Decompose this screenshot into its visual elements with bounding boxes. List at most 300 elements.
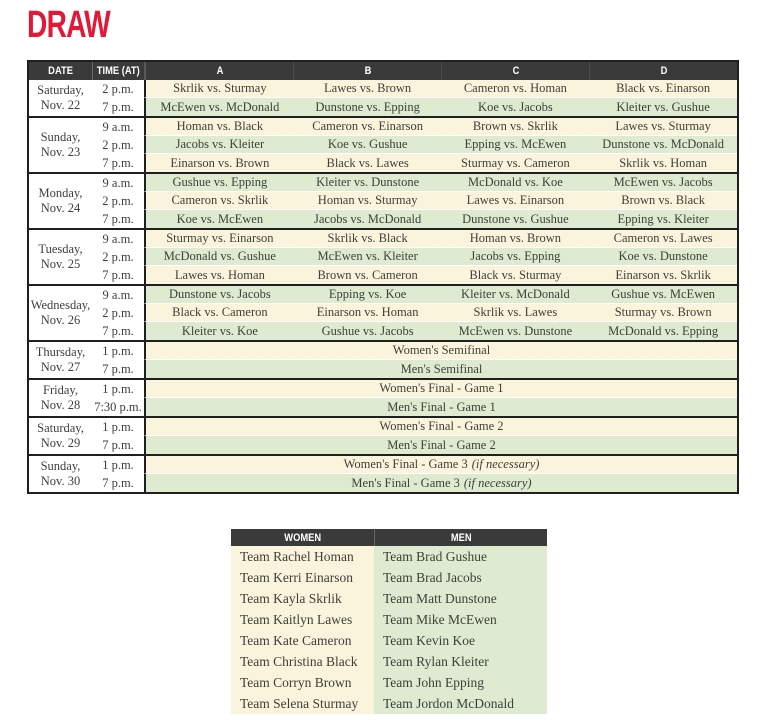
event-cell [146,456,737,473]
sheet-column-headers [144,62,737,80]
draw-row [92,418,737,436]
game-cell [146,266,294,284]
draw-row [92,456,737,474]
matchup-label: McDonald vs. Epping [608,323,719,338]
game-cell [589,80,737,97]
games-strip [144,380,737,398]
game-cell [146,210,294,228]
matchup-label: Epping vs. Koe [328,287,407,301]
game-cell [589,248,737,265]
event-cell [146,360,737,378]
draw-group [29,340,737,378]
team-cell [374,651,547,672]
draw-group-rows [92,174,737,228]
matchup-label: Black vs. Cameron [172,305,268,319]
matchup-label: Jacobs vs. McDonald [313,211,422,226]
time-label: 1 p.m. [102,419,134,434]
matchup-label: Brown vs. Cameron [317,267,418,282]
matchup-label: McEwen vs. Jacobs [613,175,713,189]
game-cell [294,322,442,340]
time-label: 2 p.m. [102,137,134,152]
draw-row [92,80,737,98]
games-strip [144,436,737,454]
sheet-header-label: C [512,65,519,77]
draw-row [92,286,737,304]
draw-row [92,380,737,398]
event-label: Men's Semifinal [400,361,483,376]
event-note: (if necessary) [463,475,532,490]
games-strip [144,154,737,172]
game-cell [589,192,737,209]
date-cell [29,456,92,492]
matchup-label: Einarson vs. Skrlik [615,267,711,282]
team-name: Team Rylan Kleiter [383,653,489,669]
date-line: Monday, [38,186,83,200]
draw-row [92,342,737,360]
game-cell [442,174,590,191]
draw-row [92,118,737,136]
matchup-label: Dunstone vs. Epping [315,99,420,114]
team-cell [231,609,374,630]
draw-table-body [29,80,737,492]
matchup-label: Dunstone vs. Gushue [462,211,569,226]
event-cell [146,342,737,359]
time-cell [92,80,144,98]
game-cell [442,210,590,228]
matchup-label: Black vs. Einarson [616,81,711,95]
games-strip [144,474,737,492]
draw-row [92,266,737,284]
draw-group-rows [92,418,737,454]
matchup-label: McEwen vs. Kleiter [317,249,418,263]
event-label: Women's Final - Game 2 [379,419,504,433]
team-cell [231,693,374,714]
time-cell [92,174,144,192]
event-label: Women's Final - Game 1 [379,381,504,395]
game-cell [589,230,737,247]
team-name: Team Kerri Einarson [240,569,354,585]
games-strip [144,322,737,340]
time-cell [92,192,144,210]
date-cell [29,230,92,284]
matchup-label: Cameron vs. Skrlik [171,193,269,207]
draw-group [29,284,737,340]
matchup-label: Cameron vs. Einarson [312,119,423,133]
time-cell [92,342,144,360]
game-cell [589,154,737,172]
matchup-label: Epping vs. Kleiter [617,211,709,226]
draw-group [29,228,737,284]
time-cell [92,98,144,116]
team-cell [374,588,547,609]
matchup-label: Gushue vs. Epping [172,175,268,189]
matchup-label: Sturmay vs. Brown [614,305,712,319]
game-cell [294,154,442,172]
time-label: 9 a.m. [102,119,134,134]
draw-group [29,454,737,492]
matchup-label: Jacobs vs. Kleiter [175,137,265,151]
matchup-label: Dunstone vs. McDonald [602,137,725,151]
teams-table-header [231,529,547,546]
matchup-label: Einarson vs. Brown [170,155,270,170]
draw-row [92,322,737,340]
draw-row [92,304,737,322]
game-cell [442,248,590,265]
matchup-label: Koe vs. Gushue [327,137,408,151]
time-cell [92,360,144,378]
date-cell [29,286,92,340]
games-strip [144,136,737,154]
games-strip [144,266,737,284]
game-cell [146,154,294,172]
matchup-label: Skrlik vs. Lawes [473,305,558,319]
games-strip [144,304,737,322]
time-cell [92,136,144,154]
matchup-label: Kleiter vs. Gushue [616,99,710,114]
time-label: 2 p.m. [102,193,134,208]
page-title: DRAW [27,4,110,46]
matchup-label: Black vs. Lawes [326,155,409,170]
games-strip [144,174,737,192]
time-label: 2 p.m. [102,249,134,264]
sheet-header-label: A [216,65,223,77]
games-strip [144,360,737,378]
game-cell [146,322,294,340]
time-label: 7:30 p.m. [94,399,142,414]
draw-group [29,172,737,228]
matchup-label: Lawes vs. Einarson [466,193,565,207]
games-strip [144,248,737,266]
games-strip [144,456,737,474]
game-cell [146,98,294,116]
time-label: 9 a.m. [102,287,134,302]
matchup-label: Skrlik vs. Black [327,231,408,245]
game-cell [589,322,737,340]
draw-group-rows [92,380,737,416]
event-cell [146,474,737,492]
games-strip [144,80,737,98]
date-line: Tuesday, [38,242,83,256]
men-column-header: MEN [374,529,547,546]
date-cell [29,118,92,172]
draw-row [92,136,737,154]
draw-row [92,192,737,210]
time-cell [92,380,144,398]
game-cell [294,230,442,247]
game-cell [146,80,294,97]
game-cell [442,230,590,247]
draw-group-rows [92,230,737,284]
sheet-header-c [441,62,589,80]
time-cell [92,286,144,304]
games-strip [144,398,737,416]
team-name: Team Corryn Brown [240,674,352,690]
game-cell [589,174,737,191]
team-cell [231,567,374,588]
time-label: 7 p.m. [102,437,134,452]
draw-group [29,116,737,172]
event-label: Men's Final - Game 1 [387,399,496,414]
draw-group-rows [92,118,737,172]
matchup-label: Sturmay vs. Cameron [461,155,570,170]
team-cell [374,567,547,588]
games-strip [144,418,737,436]
matchup-label: McEwen vs. Dunstone [458,323,573,338]
games-strip [144,192,737,210]
time-cell [92,154,144,172]
event-cell [146,380,737,397]
game-cell [294,192,442,209]
draw-row [92,360,737,378]
game-cell [146,174,294,191]
game-cell [442,98,590,116]
game-cell [294,304,442,321]
date-column-header: DATE [48,65,73,77]
game-cell [442,154,590,172]
event-label: Men's Final - Game 2 [387,437,496,452]
game-cell [442,118,590,135]
game-cell [589,210,737,228]
draw-row [92,174,737,192]
game-cell [146,192,294,209]
team-name: Team Selena Sturmay [240,695,359,711]
games-strip [144,98,737,116]
date-line: Nov. 29 [40,436,81,450]
draw-schedule-table [27,60,739,494]
matchup-label: Koe vs. Jacobs [478,99,553,114]
team-cell [374,609,547,630]
team-name: Team Jordon McDonald [383,695,515,711]
women-team-list [231,546,374,714]
team-cell [231,546,374,567]
draw-row [92,154,737,172]
draw-group-rows [92,80,737,116]
time-cell [92,248,144,266]
game-cell [589,286,737,303]
date-line: Nov. 30 [40,474,81,488]
date-cell [29,380,92,416]
matchup-label: Homan vs. Black [176,119,264,133]
matchup-label: Skrlik vs. Sturmay [173,81,267,95]
matchup-label: Kleiter vs. Dunstone [316,175,420,189]
time-cell [92,266,144,284]
game-cell [294,136,442,153]
event-cell [146,418,737,435]
game-cell [294,210,442,228]
date-line: Friday, [43,383,78,397]
game-cell [589,304,737,321]
sheet-header-label: D [660,65,667,77]
date-line: Nov. 25 [40,257,81,271]
date-line: Thursday, [35,345,86,359]
time-label: 7 p.m. [102,267,134,282]
team-name: Team Brad Gushue [383,548,488,564]
teams-table-body [231,546,547,714]
team-name: Team John Epping [383,674,485,690]
event-label: Women's Final - Game 3 [343,457,468,471]
team-cell [231,630,374,651]
time-label: 7 p.m. [102,211,134,226]
time-cell [92,436,144,454]
team-cell [374,630,547,651]
women-column-header: WOMEN [284,531,321,544]
team-cell [374,546,547,567]
game-cell [442,136,590,153]
games-strip [144,230,737,248]
game-cell [589,98,737,116]
time-cell [92,474,144,492]
time-label: 1 p.m. [102,343,134,358]
sheet-header-label: B [364,65,371,77]
matchup-label: Cameron vs. Lawes [613,231,713,245]
draw-table-header [29,62,737,80]
time-cell [92,398,144,416]
matchup-label: Lawes vs. Brown [324,81,412,95]
game-cell [442,192,590,209]
time-label: 2 p.m. [102,81,134,96]
draw-row [92,210,737,228]
team-name: Team Kaitlyn Lawes [240,611,353,627]
matchup-label: Sturmay vs. Einarson [166,231,274,245]
matchup-label: Skrlik vs. Homan [619,155,708,170]
time-label: 1 p.m. [102,457,134,472]
men-team-list [374,546,547,714]
matchup-label: McEwen vs. McDonald [160,99,280,114]
time-label: 9 a.m. [102,231,134,246]
time-label: 7 p.m. [102,361,134,376]
date-cell [29,418,92,454]
game-cell [442,80,590,97]
time-label: 1 p.m. [102,381,134,396]
team-name: Team Kate Cameron [240,632,352,648]
matchup-label: Lawes vs. Sturmay [615,119,711,133]
game-cell [589,266,737,284]
draw-group-rows [92,342,737,378]
game-cell [442,304,590,321]
matchup-label: Gushue vs. Jacobs [321,323,414,338]
team-cell [231,672,374,693]
matchup-label: Black vs. Sturmay [469,267,562,282]
date-line: Nov. 26 [40,313,81,327]
team-name: Team Kayla Skrlik [240,590,342,606]
date-cell [29,174,92,228]
team-name: Team Mike McEwen [383,611,497,627]
date-line: Nov. 23 [40,145,81,159]
game-cell [146,286,294,303]
team-name: Team Rachel Homan [240,548,354,564]
game-cell [146,136,294,153]
game-cell [442,322,590,340]
sheet-header-b [293,62,441,80]
teams-table [231,529,547,714]
time-cell [92,322,144,340]
draw-group [29,378,737,416]
event-cell [146,398,737,416]
team-cell [231,588,374,609]
team-cell [231,651,374,672]
time-cell [92,304,144,322]
date-line: Wednesday, [30,298,91,312]
date-line: Sunday, [40,459,81,473]
date-cell [29,80,92,116]
team-cell [374,672,547,693]
game-cell [146,118,294,135]
matchup-label: Brown vs. Black [621,193,705,207]
game-cell [294,286,442,303]
matchup-label: Epping vs. McEwen [464,137,567,151]
game-cell [294,98,442,116]
games-strip [144,118,737,136]
time-cell [92,456,144,474]
date-line: Nov. 28 [40,398,81,412]
team-name: Team Christina Black [240,653,358,669]
games-strip [144,210,737,228]
matchup-label: Homan vs. Brown [469,231,562,245]
game-cell [146,230,294,247]
matchup-label: Koe vs. McEwen [176,211,264,226]
event-note: (if necessary) [471,457,540,471]
date-line: Nov. 24 [40,201,81,215]
matchup-label: Brown vs. Skrlik [472,119,558,133]
draw-group [29,80,737,116]
draw-row [92,436,737,454]
matchup-label: Lawes vs. Homan [174,267,265,282]
event-cell [146,436,737,454]
games-strip [144,342,737,360]
matchup-label: McDonald vs. Koe [467,175,563,189]
draw-row [92,474,737,492]
draw-group [29,416,737,454]
time-label: 2 p.m. [102,305,134,320]
game-cell [294,266,442,284]
date-line: Saturday, [37,421,84,435]
matchup-label: Gushue vs. McEwen [611,287,716,301]
time-label: 7 p.m. [102,475,134,490]
game-cell [589,136,737,153]
time-label: 9 a.m. [102,175,134,190]
draw-row [92,248,737,266]
draw-group-rows [92,286,737,340]
date-line: Nov. 27 [40,360,81,374]
game-cell [294,248,442,265]
games-strip [144,286,737,304]
time-label: 7 p.m. [102,99,134,114]
time-cell [92,418,144,436]
event-label: Women's Semifinal [392,343,491,357]
team-name: Team Kevin Koe [383,632,476,648]
game-cell [294,80,442,97]
event-label: Men's Final - Game 3 [351,475,460,490]
time-label: 7 p.m. [102,155,134,170]
matchup-label: Koe vs. Dunstone [618,249,708,263]
date-cell [29,342,92,378]
time-label: 7 p.m. [102,323,134,338]
matchup-label: Einarson vs. Homan [316,305,419,319]
team-name: Team Brad Jacobs [383,569,482,585]
matchup-label: Homan vs. Sturmay [317,193,418,207]
date-line: Nov. 22 [40,98,81,112]
time-column-header: TIME (AT) [92,62,144,80]
sheet-header-d [589,62,737,80]
matchup-label: Jacobs vs. Epping [470,249,561,263]
draw-group-rows [92,456,737,492]
date-line: Saturday, [37,83,84,97]
draw-row [92,98,737,116]
matchup-label: Cameron vs. Homan [463,81,567,95]
game-cell [442,266,590,284]
draw-row [92,230,737,248]
matchup-label: McDonald vs. Gushue [163,249,276,263]
